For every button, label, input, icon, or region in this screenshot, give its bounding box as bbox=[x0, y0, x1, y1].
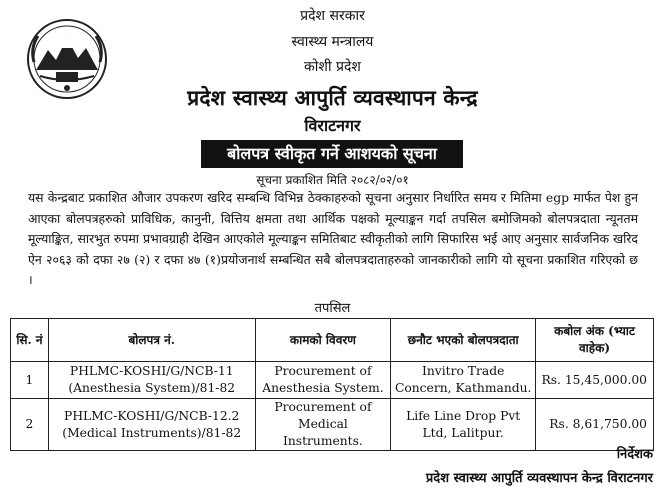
cell-bidder: Invitro Trade Concern, Kathmandu. bbox=[391, 362, 536, 399]
cell-bid-no: PHLMC-KOSHI/G/NCB-12.2 (Medical Instruments)/81-82 bbox=[48, 399, 255, 451]
cell-description: Procurement of Medical Instruments. bbox=[255, 399, 391, 451]
published-date: सूचना प्रकाशित मिति २०८२/०२/०१ bbox=[256, 173, 409, 187]
header-government: प्रदेश सरकार bbox=[300, 8, 365, 24]
office-name: प्रदेश स्वास्थ्य आपुर्ति व्यवस्थापन केन्द्र bbox=[187, 85, 478, 110]
table-row bbox=[11, 399, 654, 451]
cell-amount: Rs. 15,45,000.00 bbox=[536, 362, 654, 399]
col-header-description: कामको विवरण bbox=[255, 319, 391, 362]
table-row bbox=[11, 362, 654, 399]
signatory-office: प्रदेश स्वास्थ्य आपुर्ति व्यवस्थापन केन्द्र विराटनगर bbox=[425, 471, 653, 486]
notice-body: यस केन्द्रबाट प्रकाशित औजार उपकरण खरिद सम्बन्धि विभिन्न ठेक्काहरुको सूचना अनुसार निर्धारित समय र मितिमा egp मार्फत पेश हुन आएका बोलपत्रहरुको प्राविधिक, कानुनी, वित्तिय क्षमता तथा आर्थिक पक्षको मूल्याङ्कन गर्दा तपसिल बमोजिमको बोलपत्रदाता न्यूनतम मूल्याङ्कित, सारभुत रुपमा प्रभावग्राही देखिन आएकोले मूल्याङ्कन समितिबाट स्वीकृतीको लागि सिफारिस भई आए अनुसार सार्वजनिक खरिद ऐन २०६३ को दफा २७ (२) र दफा ४७ (१)प्रयोजनार्थ सम्बन्धित सबै बोलपत्रदाताहरुको जानकारीको लागि यो सूचना प्रकाशित गरिएको छ । bbox=[28, 190, 638, 287]
col-header-sn: सि. नं bbox=[11, 319, 49, 362]
cell-bidder: Life Line Drop Pvt Ltd, Lalitpur. bbox=[391, 399, 536, 451]
award-table bbox=[10, 318, 654, 451]
col-header-bidder: छनौट भएको बोलपत्रदाता bbox=[391, 319, 536, 362]
cell-sn: 2 bbox=[11, 399, 49, 451]
cell-sn: 1 bbox=[11, 362, 49, 399]
table-header-row bbox=[11, 319, 654, 362]
header-ministry: स्वास्थ्य मन्त्रालय bbox=[291, 34, 374, 50]
cell-bid-no: PHLMC-KOSHI/G/NCB-11 (Anesthesia System)/81-82 bbox=[48, 362, 255, 399]
cell-amount: Rs. 8,61,750.00 bbox=[536, 399, 654, 451]
notice-title: बोलपत्र स्वीकृत गर्ने आशयको सूचना bbox=[201, 140, 463, 168]
signatory-title: निर्देशक bbox=[616, 447, 653, 462]
col-header-amount: कबोल अंक (भ्याट वाहेक) bbox=[536, 319, 654, 362]
cell-description: Procurement of Anesthesia System. bbox=[255, 362, 391, 399]
office-city: विराटनगर bbox=[304, 116, 361, 135]
col-header-bid-no: बोलपत्र नं. bbox=[48, 319, 255, 362]
schedule-label: तपसिल bbox=[314, 301, 351, 316]
header-province: कोशी प्रदेश bbox=[304, 59, 361, 75]
